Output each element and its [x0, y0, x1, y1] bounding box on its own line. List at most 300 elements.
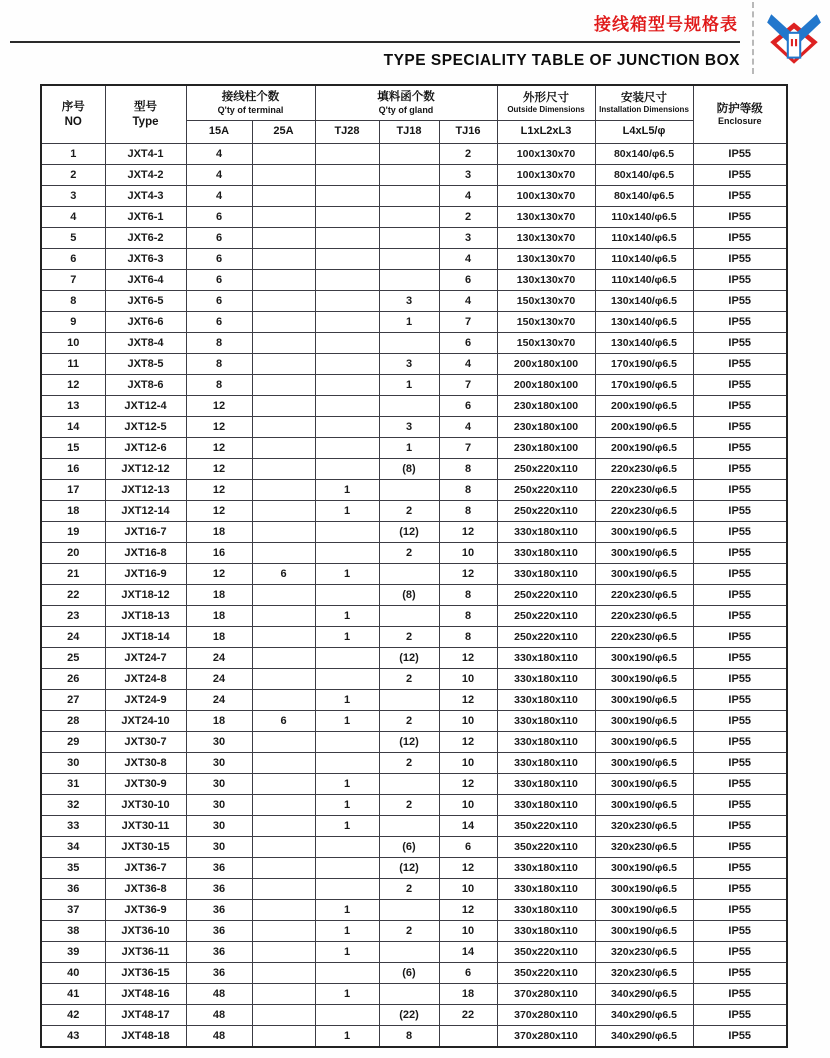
cell-install-dim: 220x230/φ6.5: [595, 459, 693, 480]
cell-gland-tj18: 1: [379, 375, 439, 396]
table-row: [41, 900, 787, 921]
cell-type: JXT18-12: [105, 585, 186, 606]
cell-enclosure: IP55: [693, 564, 787, 585]
cell-install-dim: 220x230/φ6.5: [595, 606, 693, 627]
table-row: [41, 354, 787, 375]
col-header-type-zh: 型号: [134, 101, 157, 114]
table-row: [41, 207, 787, 228]
col-header-install-zh: 安装尺寸: [621, 91, 667, 104]
cell-type: JXT30-8: [105, 753, 186, 774]
cell-type: JXT30-7: [105, 732, 186, 753]
cell-type: JXT6-2: [105, 228, 186, 249]
cell-outside-dim: 230x180x100: [497, 396, 595, 417]
cell-install-dim: 130x140/φ6.5: [595, 312, 693, 333]
cell-install-dim: 300x190/φ6.5: [595, 858, 693, 879]
cell-gland-tj18: [379, 480, 439, 501]
cell-type: JXT6-6: [105, 312, 186, 333]
cell-no: 29: [41, 732, 105, 753]
cell-type: JXT6-3: [105, 249, 186, 270]
cell-no: 39: [41, 942, 105, 963]
cell-gland-tj16: 10: [439, 795, 497, 816]
cell-gland-tj18: 1: [379, 312, 439, 333]
cell-gland-tj28: [315, 207, 379, 228]
col-header-install-formula: L4xL5/φ: [595, 121, 693, 144]
cell-terminal-15a: 24: [186, 648, 252, 669]
table-row: [41, 396, 787, 417]
cell-gland-tj18: 2: [379, 669, 439, 690]
cell-gland-tj28: [315, 858, 379, 879]
cell-terminal-15a: 12: [186, 417, 252, 438]
cell-gland-tj18: [379, 207, 439, 228]
cell-outside-dim: 350x220x110: [497, 837, 595, 858]
cell-gland-tj18: [379, 228, 439, 249]
table-row: [41, 312, 787, 333]
table-row: [41, 669, 787, 690]
cell-gland-tj18: 3: [379, 354, 439, 375]
cell-gland-tj16: 12: [439, 732, 497, 753]
cell-terminal-25a: [252, 690, 315, 711]
cell-no: 31: [41, 774, 105, 795]
cell-gland-tj16: [439, 1026, 497, 1048]
cell-terminal-25a: [252, 249, 315, 270]
cell-gland-tj16: 12: [439, 648, 497, 669]
cell-outside-dim: 350x220x110: [497, 942, 595, 963]
table-row: [41, 480, 787, 501]
table-row: [41, 438, 787, 459]
cell-outside-dim: 130x130x70: [497, 270, 595, 291]
cell-terminal-15a: 36: [186, 963, 252, 984]
cell-type: JXT12-5: [105, 417, 186, 438]
cell-gland-tj18: (12): [379, 732, 439, 753]
table-row: [41, 375, 787, 396]
cell-terminal-25a: [252, 165, 315, 186]
cell-type: JXT36-10: [105, 921, 186, 942]
cell-type: JXT6-4: [105, 270, 186, 291]
cell-gland-tj28: 1: [315, 690, 379, 711]
cell-gland-tj16: 2: [439, 207, 497, 228]
company-logo-icon: [758, 0, 830, 80]
cell-gland-tj28: 1: [315, 1026, 379, 1048]
table-row: [41, 963, 787, 984]
cell-enclosure: IP55: [693, 816, 787, 837]
page-title-chinese: 接线箱型号规格表: [10, 6, 740, 43]
cell-type: JXT36-15: [105, 963, 186, 984]
cell-gland-tj28: 1: [315, 921, 379, 942]
cell-gland-tj18: (12): [379, 858, 439, 879]
cell-enclosure: IP55: [693, 312, 787, 333]
cell-gland-tj18: (6): [379, 963, 439, 984]
cell-type: JXT8-6: [105, 375, 186, 396]
cell-gland-tj16: 3: [439, 228, 497, 249]
table-row: [41, 648, 787, 669]
cell-gland-tj16: 8: [439, 480, 497, 501]
cell-gland-tj28: [315, 732, 379, 753]
cell-gland-tj28: 1: [315, 501, 379, 522]
cell-gland-tj18: [379, 165, 439, 186]
cell-terminal-15a: 6: [186, 207, 252, 228]
cell-enclosure: IP55: [693, 774, 787, 795]
cell-terminal-25a: [252, 942, 315, 963]
cell-install-dim: 130x140/φ6.5: [595, 291, 693, 312]
cell-terminal-25a: 6: [252, 711, 315, 732]
cell-gland-tj28: [315, 291, 379, 312]
cell-no: 9: [41, 312, 105, 333]
cell-terminal-25a: [252, 669, 315, 690]
cell-terminal-15a: 12: [186, 480, 252, 501]
cell-enclosure: IP55: [693, 1005, 787, 1026]
cell-no: 18: [41, 501, 105, 522]
cell-gland-tj28: [315, 837, 379, 858]
cell-outside-dim: 100x130x70: [497, 144, 595, 165]
cell-outside-dim: 350x220x110: [497, 816, 595, 837]
cell-terminal-15a: 48: [186, 984, 252, 1005]
cell-no: 22: [41, 585, 105, 606]
table-row: [41, 144, 787, 165]
cell-no: 3: [41, 186, 105, 207]
cell-terminal-15a: 4: [186, 144, 252, 165]
cell-terminal-15a: 6: [186, 270, 252, 291]
cell-outside-dim: 370x280x110: [497, 1026, 595, 1048]
cell-outside-dim: 330x180x110: [497, 732, 595, 753]
cell-terminal-25a: [252, 207, 315, 228]
table-row: [41, 270, 787, 291]
col-header-install: [595, 85, 693, 121]
col-header-enclosure: [693, 85, 787, 144]
cell-gland-tj16: 10: [439, 669, 497, 690]
cell-enclosure: IP55: [693, 858, 787, 879]
table-row: [41, 837, 787, 858]
cell-outside-dim: 130x130x70: [497, 249, 595, 270]
cell-terminal-15a: 30: [186, 753, 252, 774]
cell-terminal-25a: [252, 144, 315, 165]
cell-outside-dim: 250x220x110: [497, 480, 595, 501]
table-row: [41, 942, 787, 963]
cell-no: 40: [41, 963, 105, 984]
cell-gland-tj18: 2: [379, 921, 439, 942]
cell-outside-dim: 150x130x70: [497, 312, 595, 333]
table-row: [41, 879, 787, 900]
cell-enclosure: IP55: [693, 480, 787, 501]
cell-install-dim: 320x230/φ6.5: [595, 837, 693, 858]
cell-type: JXT8-4: [105, 333, 186, 354]
cell-enclosure: IP55: [693, 354, 787, 375]
cell-outside-dim: 330x180x110: [497, 774, 595, 795]
cell-terminal-15a: 30: [186, 795, 252, 816]
cell-no: 19: [41, 522, 105, 543]
cell-install-dim: 300x190/φ6.5: [595, 648, 693, 669]
cell-terminal-25a: [252, 648, 315, 669]
cell-terminal-15a: 18: [186, 627, 252, 648]
cell-no: 25: [41, 648, 105, 669]
cell-terminal-15a: 24: [186, 669, 252, 690]
cell-enclosure: IP55: [693, 1026, 787, 1048]
cell-outside-dim: 330x180x110: [497, 795, 595, 816]
page-title-english: TYPE SPECIALITY TABLE OF JUNCTION BOX: [383, 52, 740, 69]
cell-install-dim: 110x140/φ6.5: [595, 270, 693, 291]
col-group-terminal-en: Q'ty of terminal: [217, 104, 284, 115]
cell-terminal-15a: 6: [186, 312, 252, 333]
cell-type: JXT24-10: [105, 711, 186, 732]
cell-enclosure: IP55: [693, 291, 787, 312]
table-row: [41, 291, 787, 312]
cell-no: 35: [41, 858, 105, 879]
cell-install-dim: 300x190/φ6.5: [595, 690, 693, 711]
col-group-gland-zh: 填料函个数: [377, 91, 435, 104]
cell-enclosure: IP55: [693, 543, 787, 564]
cell-enclosure: IP55: [693, 270, 787, 291]
cell-install-dim: 320x230/φ6.5: [595, 963, 693, 984]
cell-terminal-15a: 6: [186, 249, 252, 270]
cell-enclosure: IP55: [693, 732, 787, 753]
col-header-type: [105, 85, 186, 144]
cell-terminal-25a: [252, 816, 315, 837]
cell-install-dim: 300x190/φ6.5: [595, 732, 693, 753]
cell-no: 24: [41, 627, 105, 648]
cell-outside-dim: 250x220x110: [497, 501, 595, 522]
cell-gland-tj18: 3: [379, 291, 439, 312]
col-header-enclosure-zh: 防护等级: [716, 102, 763, 115]
cell-gland-tj16: 12: [439, 774, 497, 795]
cell-gland-tj28: [315, 522, 379, 543]
cell-terminal-25a: [252, 459, 315, 480]
cell-gland-tj18: (8): [379, 459, 439, 480]
cell-no: 42: [41, 1005, 105, 1026]
table-row: [41, 564, 787, 585]
cell-terminal-15a: 30: [186, 816, 252, 837]
cell-terminal-25a: [252, 228, 315, 249]
col-header-enclosure-en: Enclosure: [717, 116, 762, 127]
cell-type: JXT30-15: [105, 837, 186, 858]
cell-terminal-25a: [252, 375, 315, 396]
cell-terminal-15a: 48: [186, 1026, 252, 1048]
cell-type: JXT12-13: [105, 480, 186, 501]
col-group-gland: [315, 85, 497, 121]
cell-gland-tj16: 6: [439, 270, 497, 291]
cell-gland-tj18: 1: [379, 438, 439, 459]
cell-gland-tj28: [315, 648, 379, 669]
cell-terminal-25a: [252, 291, 315, 312]
cell-no: 21: [41, 564, 105, 585]
cell-gland-tj16: 4: [439, 417, 497, 438]
cell-type: JXT4-1: [105, 144, 186, 165]
col-header-25a: 25A: [252, 121, 315, 144]
table-row: [41, 753, 787, 774]
cell-install-dim: 110x140/φ6.5: [595, 228, 693, 249]
cell-no: 38: [41, 921, 105, 942]
col-header-15a: 15A: [186, 121, 252, 144]
cell-terminal-15a: 36: [186, 879, 252, 900]
cell-gland-tj28: [315, 879, 379, 900]
cell-gland-tj28: [315, 1005, 379, 1026]
cell-gland-tj28: 1: [315, 711, 379, 732]
table-row: [41, 627, 787, 648]
cell-gland-tj28: 1: [315, 816, 379, 837]
cell-gland-tj28: [315, 312, 379, 333]
cell-gland-tj18: [379, 270, 439, 291]
cell-terminal-15a: 18: [186, 711, 252, 732]
cell-gland-tj16: 6: [439, 396, 497, 417]
cell-terminal-15a: 4: [186, 165, 252, 186]
cell-terminal-25a: [252, 312, 315, 333]
table-row: [41, 984, 787, 1005]
table-row: [41, 690, 787, 711]
cell-gland-tj28: 1: [315, 900, 379, 921]
col-header-outside-en: Outside Dimensions: [507, 105, 585, 115]
cell-terminal-15a: 48: [186, 1005, 252, 1026]
cell-gland-tj18: [379, 144, 439, 165]
cell-gland-tj18: [379, 816, 439, 837]
cell-gland-tj18: 2: [379, 543, 439, 564]
cell-outside-dim: 250x220x110: [497, 459, 595, 480]
cell-gland-tj28: [315, 375, 379, 396]
page-header: [0, 0, 830, 80]
cell-enclosure: IP55: [693, 879, 787, 900]
cell-no: 7: [41, 270, 105, 291]
table-row: [41, 1026, 787, 1048]
cell-gland-tj28: [315, 417, 379, 438]
cell-outside-dim: 250x220x110: [497, 606, 595, 627]
cell-no: 41: [41, 984, 105, 1005]
cell-enclosure: IP55: [693, 459, 787, 480]
cell-install-dim: 320x230/φ6.5: [595, 816, 693, 837]
cell-install-dim: 200x190/φ6.5: [595, 438, 693, 459]
cell-type: JXT4-2: [105, 165, 186, 186]
cell-install-dim: 300x190/φ6.5: [595, 774, 693, 795]
cell-enclosure: IP55: [693, 186, 787, 207]
table-row: [41, 921, 787, 942]
cell-gland-tj28: [315, 144, 379, 165]
header-divider: [752, 2, 754, 74]
cell-gland-tj18: [379, 606, 439, 627]
cell-type: JXT30-10: [105, 795, 186, 816]
table-row: [41, 228, 787, 249]
cell-install-dim: 300x190/φ6.5: [595, 543, 693, 564]
cell-outside-dim: 230x180x100: [497, 438, 595, 459]
cell-terminal-15a: 12: [186, 396, 252, 417]
cell-install-dim: 80x140/φ6.5: [595, 144, 693, 165]
cell-terminal-15a: 8: [186, 375, 252, 396]
cell-install-dim: 300x190/φ6.5: [595, 921, 693, 942]
cell-no: 5: [41, 228, 105, 249]
cell-install-dim: 300x190/φ6.5: [595, 522, 693, 543]
cell-terminal-25a: [252, 753, 315, 774]
cell-terminal-15a: 36: [186, 921, 252, 942]
col-header-no-zh: 序号: [61, 101, 85, 114]
cell-terminal-25a: [252, 1026, 315, 1048]
cell-install-dim: 340x290/φ6.5: [595, 1005, 693, 1026]
cell-terminal-25a: 6: [252, 564, 315, 585]
cell-enclosure: IP55: [693, 144, 787, 165]
cell-no: 30: [41, 753, 105, 774]
cell-terminal-25a: [252, 606, 315, 627]
cell-outside-dim: 330x180x110: [497, 522, 595, 543]
table-row: [41, 459, 787, 480]
cell-no: 13: [41, 396, 105, 417]
cell-install-dim: 220x230/φ6.5: [595, 627, 693, 648]
cell-gland-tj18: (8): [379, 585, 439, 606]
table-row: [41, 711, 787, 732]
cell-gland-tj18: (22): [379, 1005, 439, 1026]
cell-enclosure: IP55: [693, 984, 787, 1005]
cell-install-dim: 170x190/φ6.5: [595, 375, 693, 396]
cell-gland-tj28: [315, 543, 379, 564]
col-header-tj28: TJ28: [315, 121, 379, 144]
cell-terminal-25a: [252, 186, 315, 207]
cell-gland-tj18: [379, 900, 439, 921]
cell-terminal-25a: [252, 795, 315, 816]
company-logo-graphic: [763, 8, 825, 70]
cell-outside-dim: 330x180x110: [497, 921, 595, 942]
cell-gland-tj16: 12: [439, 690, 497, 711]
cell-terminal-25a: [252, 984, 315, 1005]
cell-type: JXT48-16: [105, 984, 186, 1005]
cell-gland-tj18: [379, 690, 439, 711]
cell-terminal-15a: 24: [186, 690, 252, 711]
cell-gland-tj16: 12: [439, 564, 497, 585]
cell-terminal-25a: [252, 480, 315, 501]
cell-no: 34: [41, 837, 105, 858]
cell-terminal-25a: [252, 333, 315, 354]
cell-no: 28: [41, 711, 105, 732]
cell-terminal-25a: [252, 837, 315, 858]
cell-gland-tj16: 8: [439, 501, 497, 522]
col-header-type-en: Type: [132, 115, 159, 128]
cell-gland-tj16: 12: [439, 900, 497, 921]
cell-type: JXT12-4: [105, 396, 186, 417]
cell-gland-tj18: [379, 774, 439, 795]
table-row: [41, 165, 787, 186]
cell-enclosure: IP55: [693, 501, 787, 522]
cell-terminal-15a: 12: [186, 438, 252, 459]
cell-gland-tj18: 2: [379, 627, 439, 648]
cell-install-dim: 220x230/φ6.5: [595, 480, 693, 501]
col-header-tj18: TJ18: [379, 121, 439, 144]
cell-no: 1: [41, 144, 105, 165]
cell-gland-tj18: 2: [379, 879, 439, 900]
cell-gland-tj16: 10: [439, 879, 497, 900]
cell-gland-tj16: 12: [439, 522, 497, 543]
cell-no: 6: [41, 249, 105, 270]
cell-install-dim: 300x190/φ6.5: [595, 795, 693, 816]
cell-enclosure: IP55: [693, 375, 787, 396]
cell-terminal-15a: 8: [186, 354, 252, 375]
col-group-terminal-zh: 接线柱个数: [221, 91, 280, 104]
cell-gland-tj16: 4: [439, 249, 497, 270]
cell-enclosure: IP55: [693, 963, 787, 984]
cell-terminal-15a: 4: [186, 186, 252, 207]
header-titles: [0, 0, 746, 80]
cell-no: 16: [41, 459, 105, 480]
cell-gland-tj28: [315, 249, 379, 270]
col-header-install-en: Installation Dimensions: [599, 105, 689, 115]
cell-terminal-25a: [252, 396, 315, 417]
cell-gland-tj18: 3: [379, 417, 439, 438]
cell-type: JXT24-9: [105, 690, 186, 711]
cell-outside-dim: 330x180x110: [497, 879, 595, 900]
cell-terminal-15a: 12: [186, 501, 252, 522]
cell-gland-tj16: 10: [439, 543, 497, 564]
cell-terminal-25a: [252, 438, 315, 459]
cell-install-dim: 80x140/φ6.5: [595, 165, 693, 186]
cell-gland-tj16: 18: [439, 984, 497, 1005]
cell-gland-tj18: (6): [379, 837, 439, 858]
cell-gland-tj28: [315, 228, 379, 249]
cell-enclosure: IP55: [693, 165, 787, 186]
col-header-no-en: NO: [64, 115, 82, 128]
cell-gland-tj16: 10: [439, 921, 497, 942]
cell-install-dim: 300x190/φ6.5: [595, 900, 693, 921]
cell-gland-tj28: [315, 963, 379, 984]
